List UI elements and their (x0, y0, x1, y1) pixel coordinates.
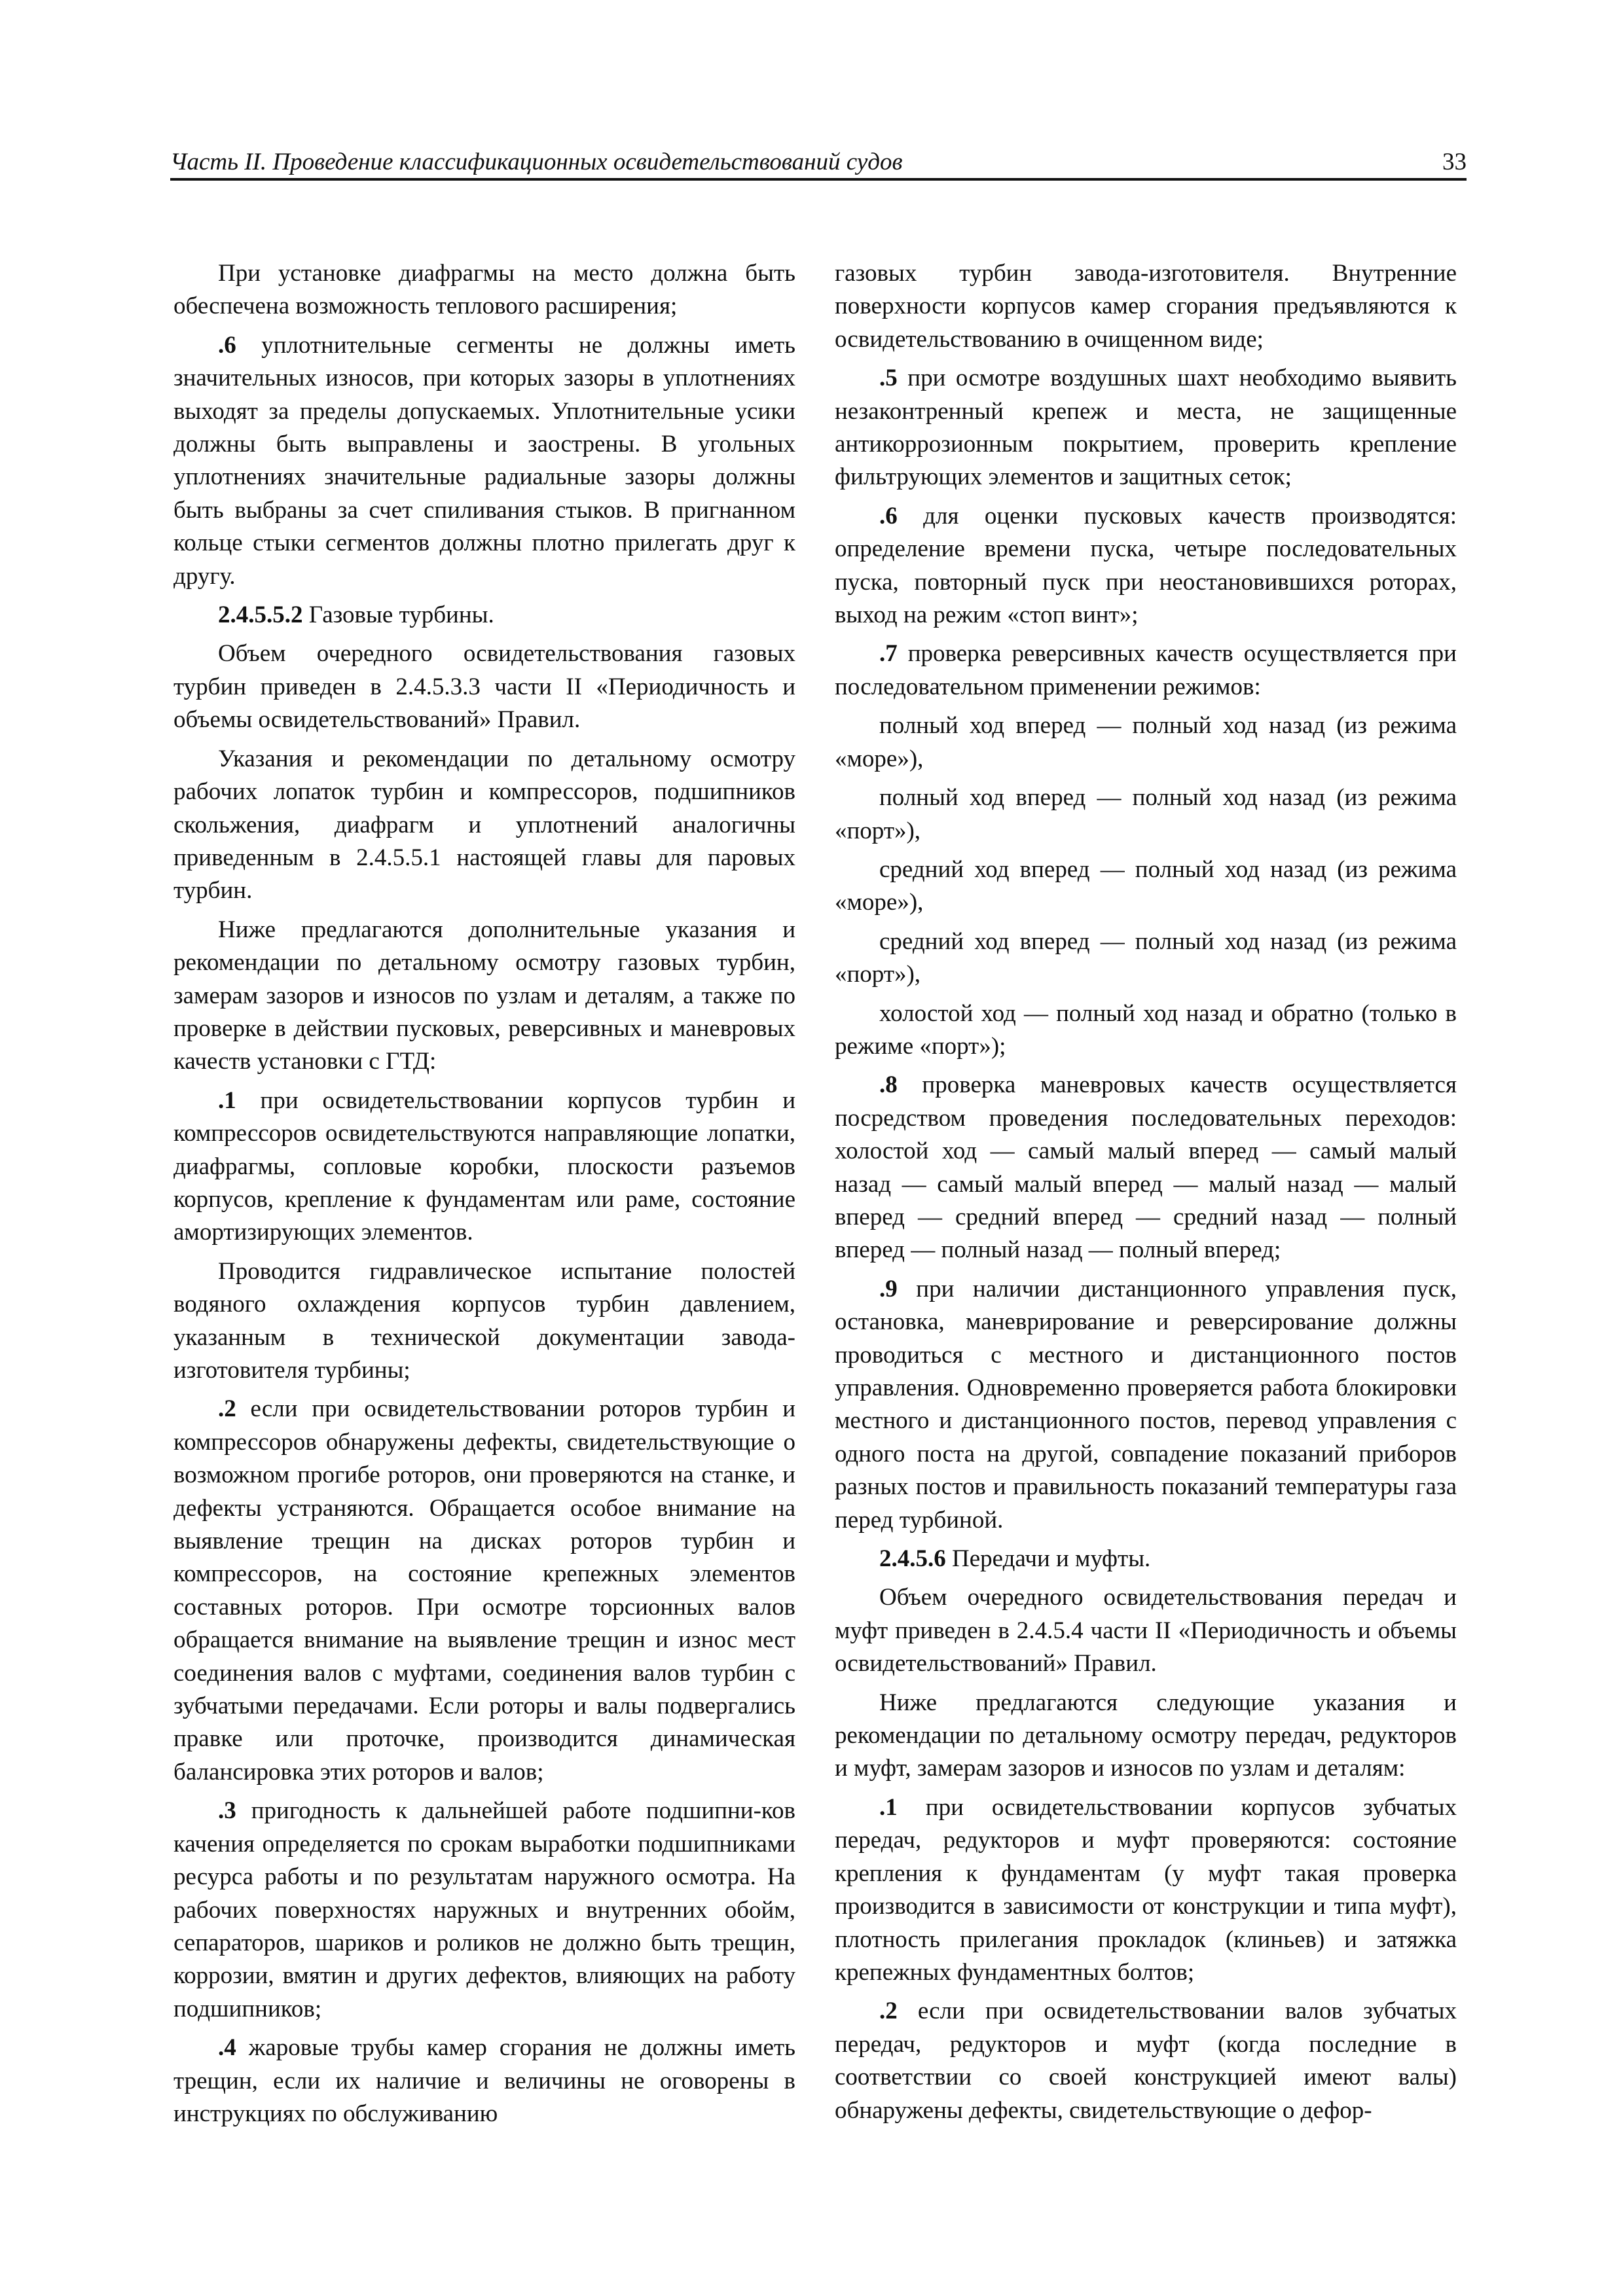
paragraph: .2 если при освидетельствовании роторов турбин и компрессоров обнаружены дефекты, свидетельствующие о возможном прогибе роторов, они проверяются на станке, и дефекты устраняются. Обращается особое внимание на выявление трещин на дисках роторов турбин и компрессоров, на состояние крепежных элементов составных роторов. При осмотре торсионных валов обращается внимание на выявление трещин и износ мест соединения валов с муфтами, соединения валов турбин с зубчатыми передачами. Если роторы и валы подвергались правке или проточке, производится динамическая балансировка этих роторов и валов; (173, 1395, 795, 1785)
list-entry: средний ход вперед — полный ход назад (из режима «порт»), (835, 927, 1457, 988)
paragraph: .5 при осмотре воздушных шахт необходимо выявить незаконтренный крепеж и места, не защищенные антикоррозионным покрытием, проверить крепление фильтрующих элементов и защитных сеток; (835, 365, 1457, 491)
paragraph: Проводится гидравлическое испытание полостей водяного охлаждения корпусов турбин давлением, указанным в технической документации завода-изготовителя турбины; (173, 1257, 795, 1384)
section-number: 2.4.5.5.2 (218, 601, 303, 629)
list-entry: полный ход вперед — полный ход назад (из режима «порт»), (835, 784, 1457, 844)
paragraph: Ниже предлагаются дополнительные указания и рекомендации по детальному осмотру газовых турбин, замерам зазоров и износов по узлам и деталям, а также по проверке в действии пусковых, реверсивных и маневровых качеств установки с ГТД: (173, 916, 795, 1075)
header-title: Часть II. Проведение классификационных освидетельствований судов (170, 149, 903, 175)
paragraph: .1 при освидетельствовании корпусов турбин и компрессоров освидетельствуются направляющие лопатки, диафрагмы, сопловые коробки, плоскости разъемов корпусов, крепление к фундаментам или раме, состояние амортизирующих элементов. (173, 1086, 795, 1246)
paragraph: .9 при наличии дистанционного управления пуск, остановка, маневрирование и реверсирование должны проводиться с местного и дистанционного постов управления. Одновременно проверяется работа блокировки местного и дистанционного постов, перевод управления с одного поста на другой, совпадение показаний приборов разных постов и правильность показаний температуры газа перед турбиной. (835, 1275, 1457, 1534)
item-marker: .6 (218, 331, 236, 359)
paragraph-continued: газовых турбин завода-изготовителя. Внутренние поверхности корпусов камер сгорания предъявляются к освидетельствованию в очищенном виде; (835, 260, 1457, 353)
section-heading: 2.4.5.6 Передачи и муфты. (879, 1545, 1151, 1573)
item-marker: .3 (218, 1797, 236, 1825)
paragraph: .3 пригодность к дальнейшей работе подшипни-ков качения определяется по срокам выработки подшипниками ресурса работы и по результатам наружного осмотра. На рабочих поверхностях наружных и внутренних обойм, сепараторов, шариков и роликов не должно быть трещин, коррозии, вмятин и других дефектов, влияющих на работу подшипников; (173, 1797, 795, 2022)
paragraph: .8 проверка маневровых качеств осуществляется посредством проведения последовательных переходов: холостой ход — самый малый вперед — самый малый назад — самый малый вперед — малый назад — малый вперед — средний вперед — средний назад — полный вперед — полный назад — полный вперед; (835, 1071, 1457, 1264)
item-marker: .4 (218, 2034, 236, 2062)
right-column (835, 257, 1457, 2133)
section-number: 2.4.5.6 (879, 1545, 946, 1573)
paragraph: .7 проверка реверсивных качеств осуществляется при последовательном применении режимов: (835, 640, 1457, 700)
paragraph: Объем очередного освидетельствования газовых турбин приведен в 2.4.5.3.3 части II «Периодичность и объемы освидетельствований» Правил. (173, 640, 795, 734)
list-entry: средний ход вперед — полный ход назад (из режима «море»), (835, 855, 1457, 916)
running-header (170, 145, 1467, 179)
item-marker: .5 (879, 365, 898, 392)
paragraph: .1 при освидетельствовании корпусов зубчатых передач, редукторов и муфт проверяются: состояние крепления к фундаментам (у муфт такая проверка производится в зависимости от конструкции и типа муфт), плотность прилегания прокладок (клиньев) и затяжка крепежных фундаментных болтов; (835, 1793, 1457, 1986)
item-marker: .8 (879, 1071, 898, 1099)
section-heading: 2.4.5.5.2 Газовые турбины. (218, 601, 494, 629)
item-marker: .6 (879, 502, 898, 529)
paragraph: .6 для оценки пусковых качеств производятся: определение времени пуска, четыре последовательных пуска, повторный пуск при неостановившихся роторах, выход на режим «стоп винт»; (835, 502, 1457, 629)
paragraph: Ниже предлагаются следующие указания и рекомендации по детальному осмотру передач, редукторов и муфт, замерам зазоров и износов по узлам и деталям: (835, 1689, 1457, 1782)
paragraph: .6 уплотнительные сегменты не должны иметь значительных износов, при которых зазоры в уплотнениях выходят за пределы допускаемых. Уплотнительные усики должны быть выправлены и заострены. В угольных уплотнениях значительные радиальные зазоры должны быть выбраны за счет спиливания стыков. В пригнанном кольце стыки сегментов должны плотно прилегать друг к другу. (173, 331, 795, 590)
header-rule (170, 178, 1467, 181)
item-marker: .1 (879, 1793, 898, 1821)
list-entry: холостой ход — полный ход назад и обратно (только в режиме «порт»); (835, 999, 1457, 1060)
paragraph: .4 жаровые трубы камер сгорания не должны иметь трещин, если их наличие и величины не оговорены в инструкциях по обслуживанию (173, 2034, 795, 2127)
left-column (173, 257, 795, 2136)
item-marker: .2 (218, 1395, 236, 1423)
paragraph: .2 если при освидетельствовании валов зубчатых передач, редукторов и муфт (когда последние в соответствии со своей конструкцией имеют валы) обнаружены дефекты, свидетельствующие о дефор- (835, 1998, 1457, 2124)
paragraph: Объем очередного освидетельствования передач и муфт приведен в 2.4.5.4 части II «Периодичность и объемы освидетельствований» Правил. (835, 1584, 1457, 1677)
page-number: 33 (1442, 149, 1467, 175)
item-marker: .1 (218, 1086, 236, 1114)
item-marker: .2 (879, 1998, 898, 2025)
list-entry: полный ход вперед — полный ход назад (из режима «море»), (835, 712, 1457, 772)
paragraph: Указания и рекомендации по детальному осмотру рабочих лопаток турбин и компрессоров, подшипников скольжения, диафрагм и уплотнений аналогичны приведенным в 2.4.5.5.1 настоящей главы для паровых турбин. (173, 745, 795, 905)
paragraph: При установке диафрагмы на место должна быть обеспечена возможность теплового расширения; (173, 260, 795, 320)
item-marker: .7 (879, 640, 898, 668)
item-marker: .9 (879, 1275, 898, 1302)
